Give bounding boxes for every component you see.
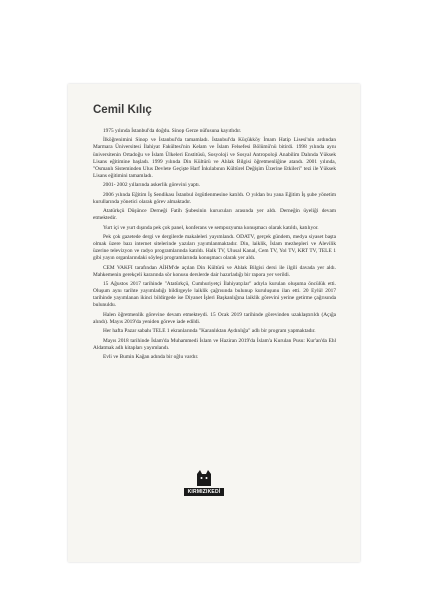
bio-paragraph: Yurt içi ve yurt dışında pek çok panel, konferans ve sempozyuma konuşmacı olarak katıldı, katılıyor. bbox=[103, 224, 319, 231]
cat-silhouette-icon bbox=[194, 468, 214, 488]
publisher-name: KIRMIZIKEDİ bbox=[184, 488, 224, 496]
bio-paragraph: Her hafta Pazar sabahı TELE 1 ekranlarında "Karanlıktan Aydınlığa" adlı bir program yapmaktadır. bbox=[103, 328, 316, 335]
bio-paragraph: 2006 yılında Eğitim İş Sendikası İstanbul örgütlenmesine katıldı. O yıldan bu yana Eğitim İş şube yönetim kurullarında yönetici olarak görev almaktadır. bbox=[93, 191, 336, 205]
bio-paragraph: 1975 yılında İstanbul'da doğdu. Sinop Gerze nüfusuna kayıtlıdır. bbox=[103, 128, 242, 134]
bio-paragraph: Halen öğretmenlik görevine devam etmekteydi. 15 Ocak 2019 tarihinde görevinden uzaklaştırıldı (Açığa alındı). Mayıs 2019'da yeniden göreve iade edildi. bbox=[93, 311, 336, 325]
bio-paragraph: İlköğrenimini Sinop ve İstanbul'da tamamladı. İstanbul'da Küçükköy İmam Hatip Lisesi'nin ardından Marmara Üniversitesi İlahiyat Fakültesi'nin Kelam ve İslam Felsefesi Bölümü'nü bitirdi. 1998 yılında aynı üniversitenin Ortadoğu ve İslam Ülkeleri Enstitüsü, Sosyoloji ve Sosyal Antropoloji Anabilim Dalında Yüksek Lisans eğitimine başladı. 1999 yılında Din Kültürü ve Ahlak Bilgisi öğretmenliğine atandı. 2001 yılında, "Osmanlı Sisteminden Ulus Devlete Geçişte Harf İnkılabının Kültürel Değişim Üzerine Etkileri" tezi ile Yüksek Lisans eğitimini tamamladı. bbox=[93, 137, 336, 179]
author-name: Cemil Kılıç bbox=[93, 104, 152, 116]
bio-paragraph: Mayıs 2018 tarihinde İslam'da Muhammedi İslam ve Haziran 2019'da İslam'a Kurulan Pusu: Kur'an'da Ehl Aldatmak adlı kitapları yayımlandı. bbox=[93, 337, 336, 351]
bio-paragraph: Pek çok gazetede dergi ve dergilerde makaleleri yayımlandı. ODATV, gerçek gündem, medya siyaset başta olmak üzere bazı internet sitelerinde yazıları yayımlanmaktadır. Din, laiklik, İslam mezhepleri ve Alevilik üzerine televizyon ve radyo programlarında katıldı. Halk TV, Ulusal Kanal, Cem TV, Yol TV, KRT TV, TELE 1 gibi yayın organlarındaki söyleşi programlarında konuşmacı olarak yer aldı. bbox=[93, 233, 336, 262]
bio-paragraph: Atatürkçü Düşünce Derneği Fatih Şubesinin kurucuları arasında yer aldı. Derneğin üyeliği devam etmektedir. bbox=[93, 208, 336, 222]
bio-paragraph: CEM VAKFI tarafından AİHM'de açılan Din Kültürü ve Ahlak Bilgisi dersi ile ilgili davada yer aldı. Mahkemenin gerekçeli kararında sör konusu derslerde dair hazırladığı bir rapora yer verildi. bbox=[93, 264, 336, 278]
bio-paragraph: 2001- 2002 yıllarında askerlik görevini yaptı. bbox=[103, 182, 201, 189]
bio-paragraph: 15 Ağustos 2017 tarihinde "Atatürkçü, Cumhuriyetçi İlahiyatçılar" adıyla kurulan oluşuma öncülük etti. Oluşum aynı tarihte yayımladığı bildirgeyle laiklik çağrısında bulunup kuruluşunu ilan etti. 20 Eylül 2017 tarihinde yayımlanan ikinci bildirgede ise Diyanet İşleri Başkanlığına laiklik görevini yerine getirme çağrısında bulunuldu. bbox=[93, 281, 336, 309]
publisher-logo bbox=[184, 466, 224, 496]
bio-paragraph: Evli ve Bumin Kağan adında bir oğlu vardır. bbox=[103, 354, 199, 360]
author-biography bbox=[93, 128, 336, 363]
